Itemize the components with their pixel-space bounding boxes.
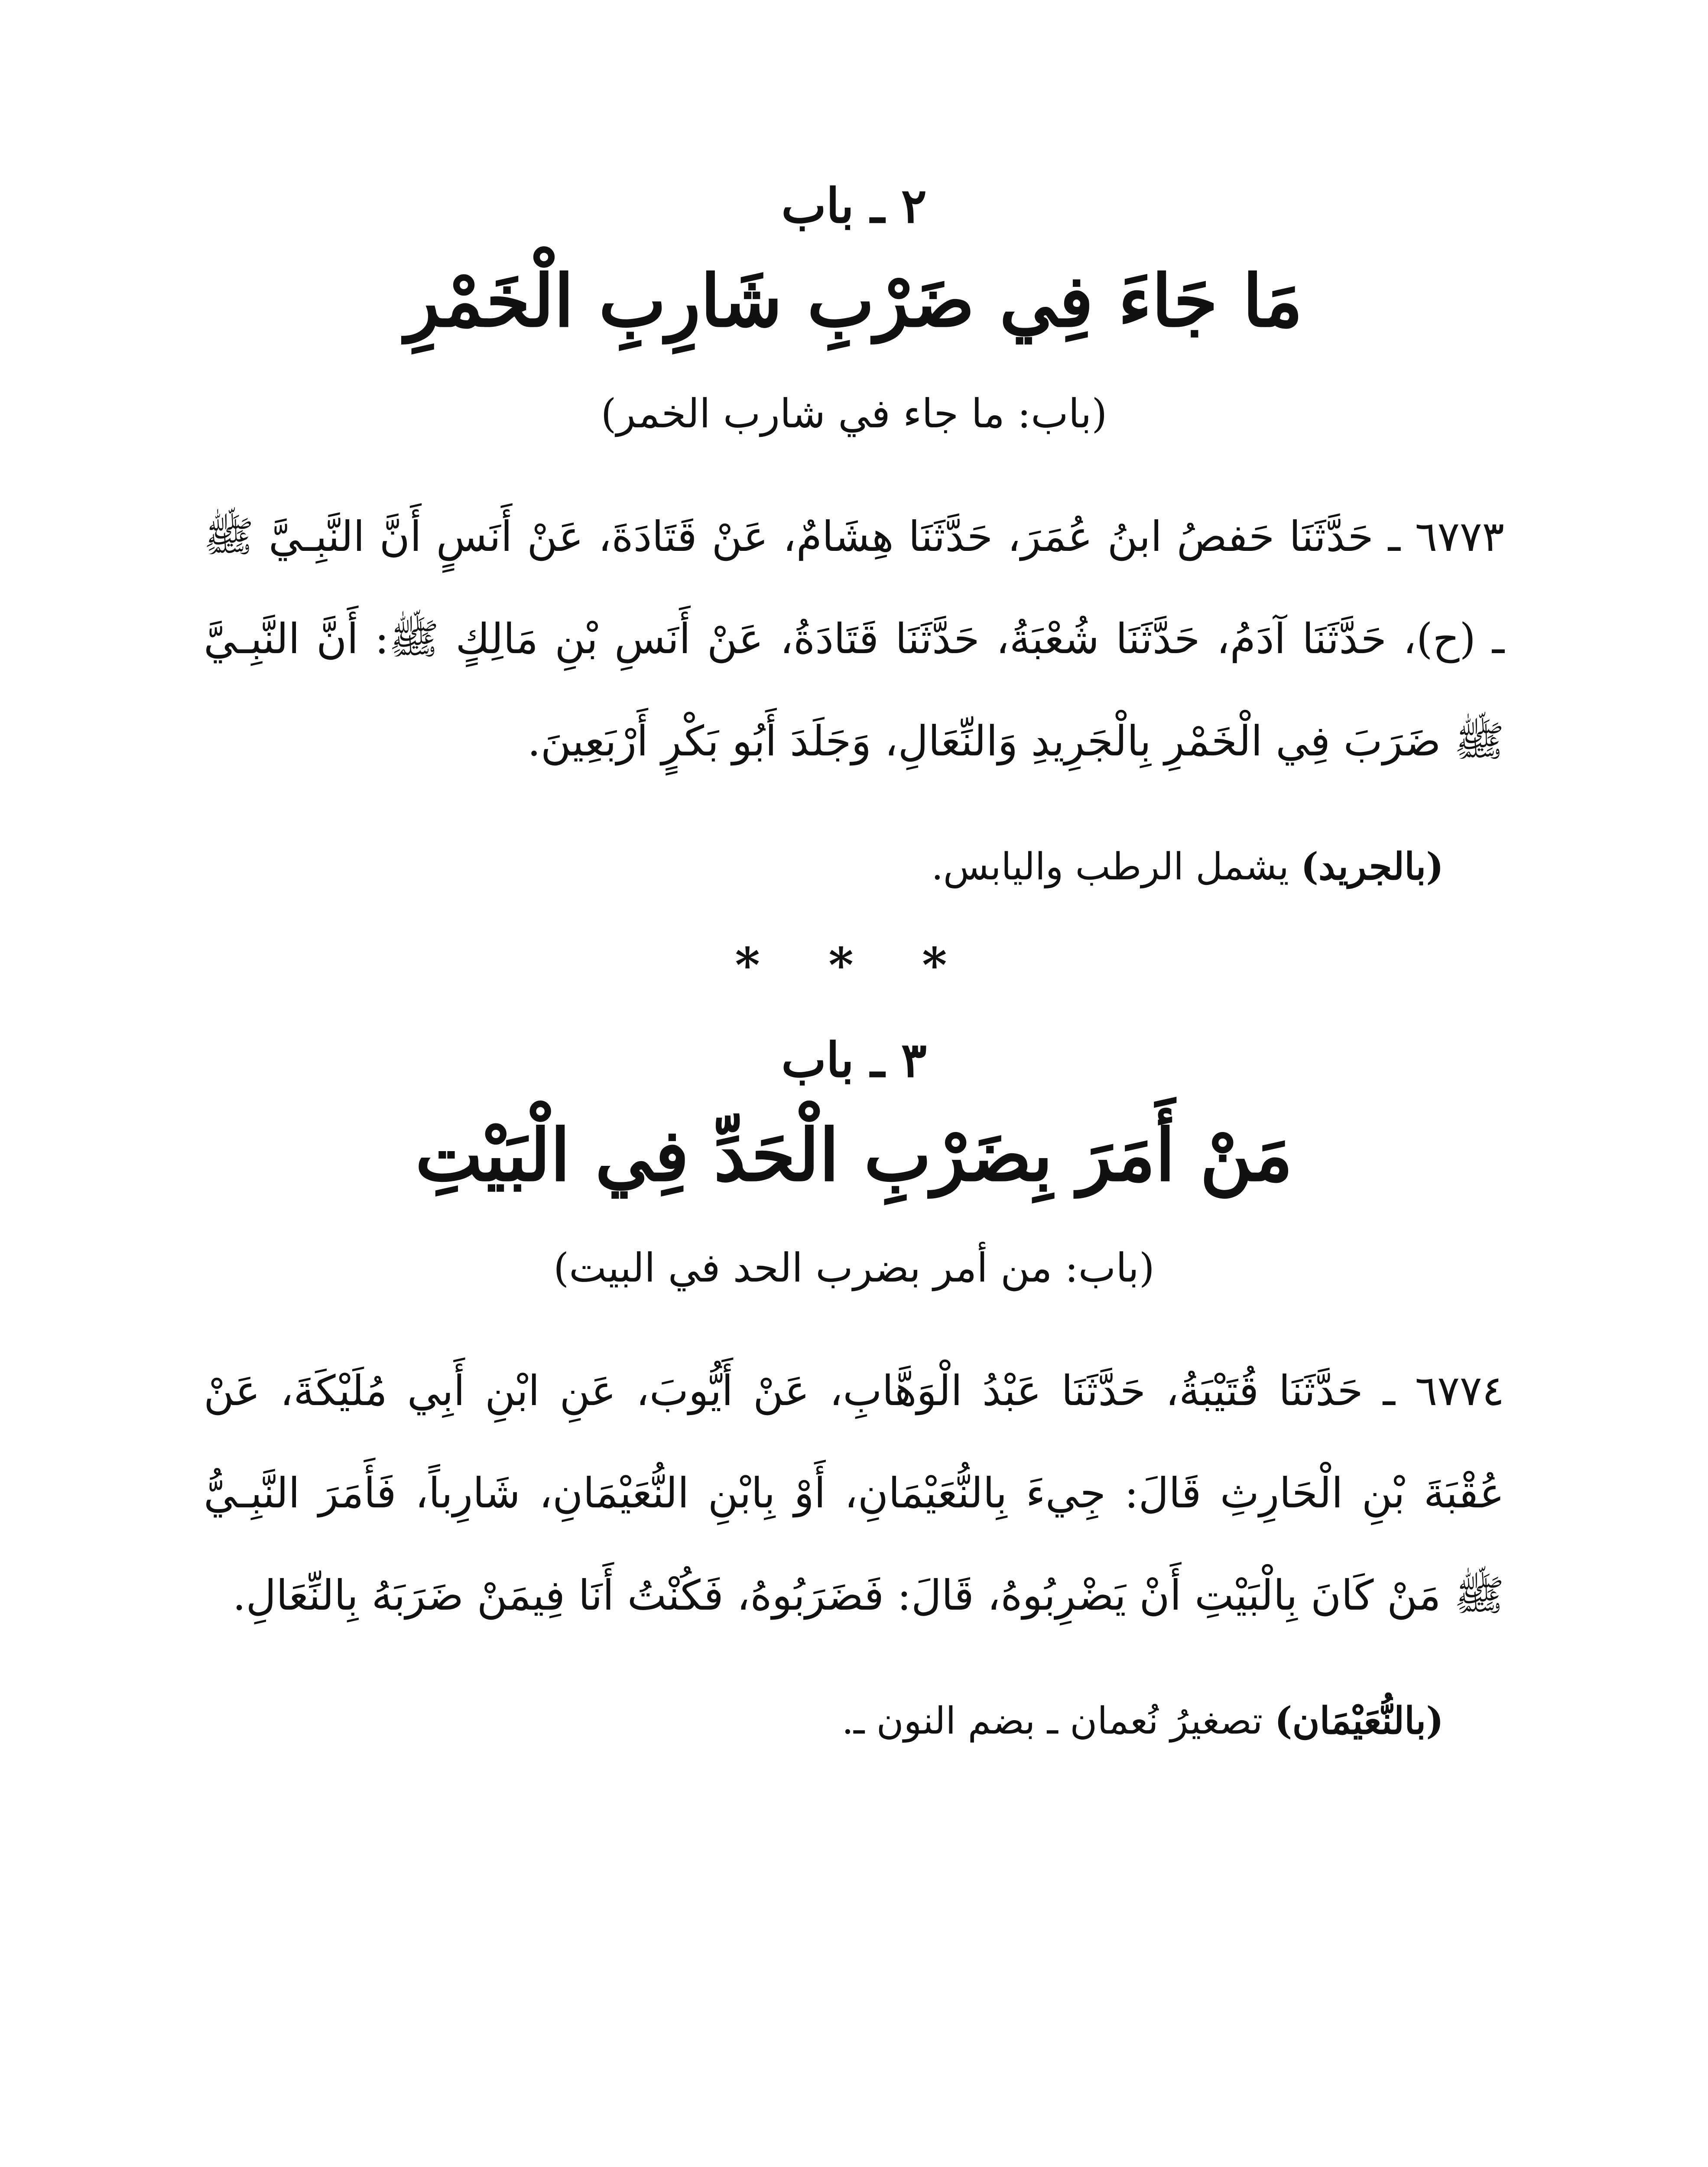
hadith-number: ٦٧٧٣ — [1415, 512, 1504, 561]
hadith-paragraph — [204, 485, 1504, 792]
hadith-text: ـ حَدَّثَنَا قُتَيْبَةُ، حَدَّثَنَا عَبْدُ الْوَهَّابِ، عَنْ أَيُّوبَ، عَنِ ابْنِ أَبِي مُلَيْكَةَ، عَنْ عُقْبَةَ بْنِ الْحَارِثِ قَالَ: جِيءَ بِالنُّعَيْمَانِ، أَوْ بِابْنِ النُّعَيْمَانِ، شَارِباً، فَأَمَرَ النَّبِـيُّ ﷺ مَنْ كَانَ بِالْبَيْتِ أَنْ يَضْرِبُوهُ، قَالَ: فَضَرَبُوهُ، فَكُنْتُ أَنَا فِيمَنْ ضَرَبَهُ بِالنِّعَالِ. — [204, 1367, 1504, 1620]
book-page — [204, 156, 1504, 1744]
footnote — [274, 1698, 1444, 1744]
footnote-text: تصغيرُ نُعمان ـ بضم النون ـ. — [841, 1699, 1275, 1743]
chapter-subtitle: (باب: من أمر بضرب الحد في البيت) — [553, 1245, 1155, 1292]
chapter-section-3 — [204, 1032, 1504, 1744]
footnote-term: (بالجريد) — [1301, 845, 1444, 889]
hadith-text: ـ حَدَّثَنَا حَفصُ ابنُ عُمَرَ، حَدَّثَنَا هِشَامٌ، عَنْ قَتَادَةَ، عَنْ أَنَسٍ أَنَّ النَّبِـيَّ ﷺ ـ (ح)، حَدَّثَنَا آدَمُ، حَدَّثَنَا شُعْبَةُ، حَدَّثَنَا قَتَادَةُ، عَنْ أَنَسِ بْنِ مَالِكٍ ﷺ: أَنَّ النَّبِـيَّ ﷺ ضَرَبَ فِي الْخَمْرِ بِالْجَرِيدِ وَالنِّعَالِ، وَجَلَدَ أَبُو بَكْرٍ أَرْبَعِينَ. — [204, 512, 1504, 766]
chapter-subtitle: (باب: ما جاء في شارب الخمر) — [601, 390, 1107, 437]
footnote-term: (بالنُّعَيْمَان) — [1274, 1699, 1444, 1743]
hadith-number: ٦٧٧٤ — [1415, 1367, 1504, 1415]
chapter-title: مَا جَاءَ فِي ضَرْبِ شَارِبِ الْخَمْرِ — [405, 259, 1303, 343]
footnote-text: يشمل الرطب واليابس. — [931, 845, 1301, 889]
footnote — [274, 844, 1444, 889]
chapter-label: ٢ ـ باب — [781, 178, 927, 234]
hadith-paragraph — [204, 1340, 1504, 1646]
chapter-title: مَنْ أَمَرَ بِضَرْبِ الْحَدِّ فِي الْبَيْتِ — [415, 1113, 1293, 1197]
section-separator: * * * — [735, 937, 973, 993]
chapter-label: ٣ ـ باب — [781, 1032, 927, 1088]
chapter-section-2 — [204, 178, 1504, 889]
